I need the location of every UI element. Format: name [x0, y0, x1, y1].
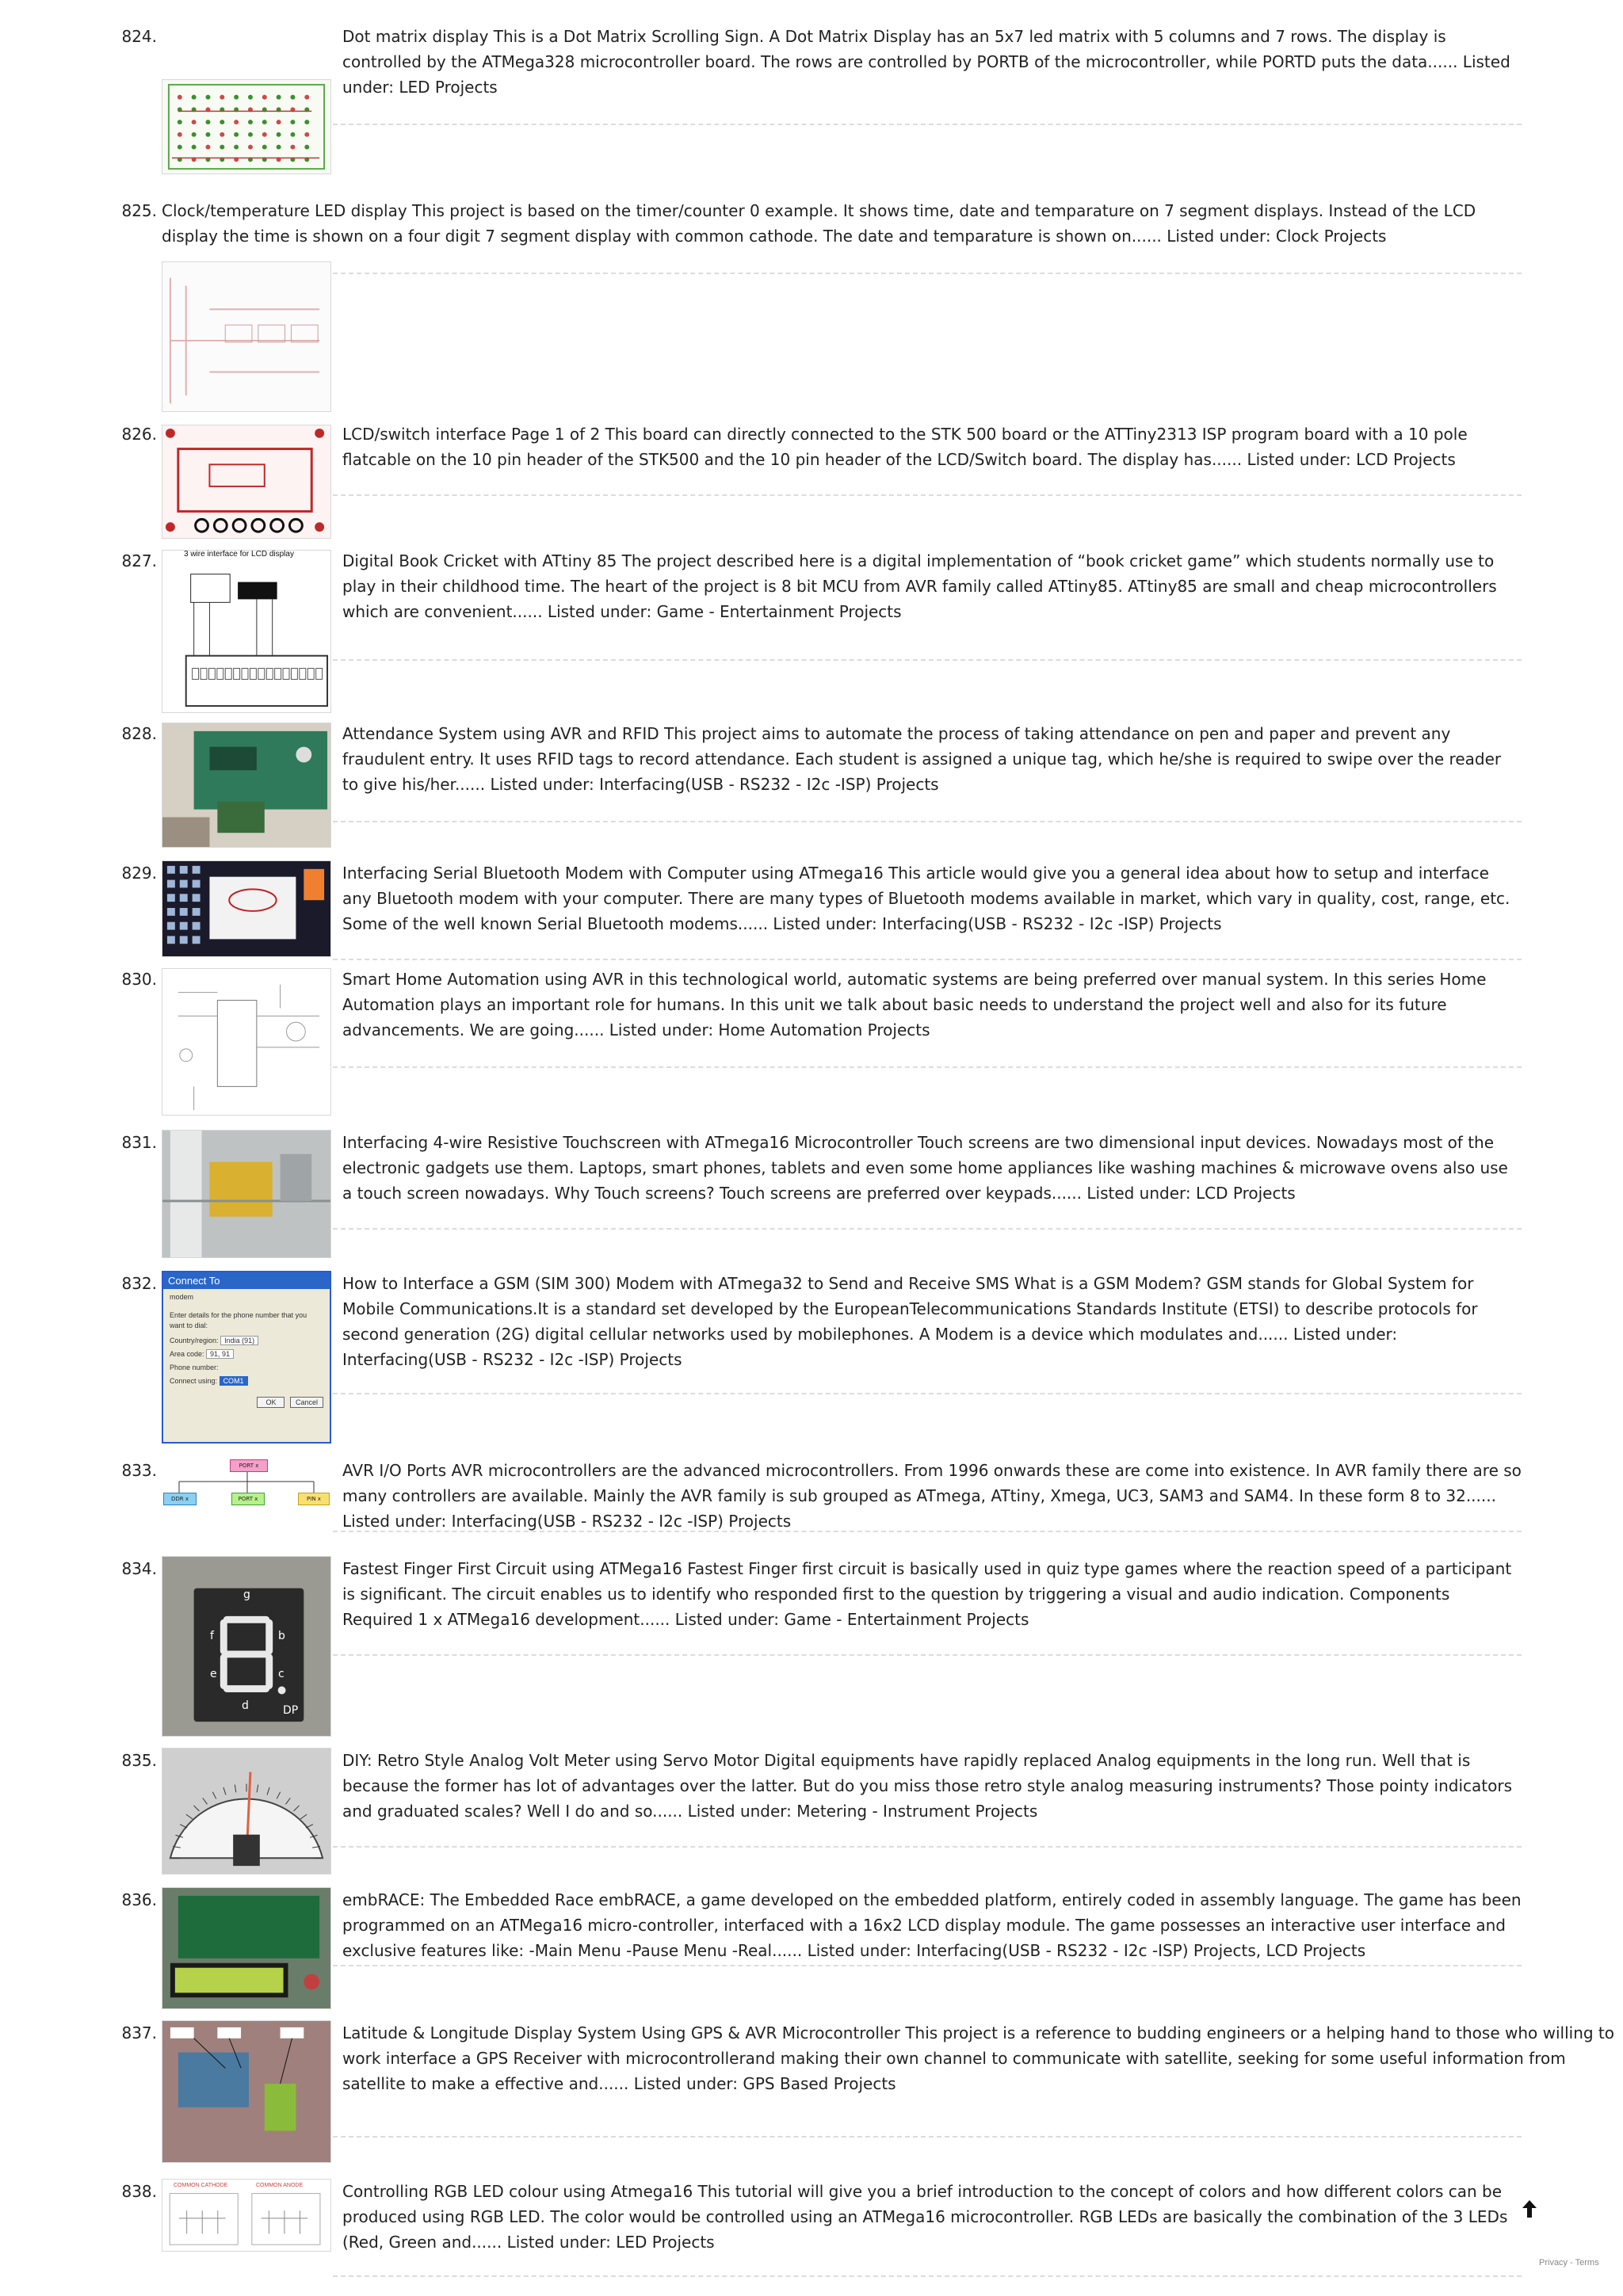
pin-box: PIN x [298, 1493, 330, 1505]
item-thumbnail[interactable] [162, 1271, 331, 1444]
item-number: 832. [121, 1274, 157, 1293]
country-label: Country/region: [170, 1337, 219, 1344]
item-thumbnail[interactable] [162, 1748, 331, 1875]
segment-label-d: d [242, 1699, 249, 1712]
item-separator [333, 1228, 1522, 1230]
item-description-link[interactable]: Latitude & Longitude Display System Using GPS & AVR Microcontroller This project is a reference to budding engineers or a helping hand to those who willing to work interface a GPS Receiver with microcontrollerand making their own channel to communicate with satellite, seeking for some useful information from satellite to make a effective and...... Listed under: GPS Based Projects [342, 2023, 1615, 2093]
connect-select[interactable]: COM1 [220, 1376, 248, 1386]
item-number: 827. [121, 551, 157, 570]
item-description-link[interactable]: Interfacing Serial Bluetooth Modem with Computer using ATmega16 This article would give you a general idea about how to setup and interface any Bluetooth modem with your computer. There are many types of Bluetooth modems available in market, which vary in quality, cost, range, etc. Some of the well known Serial Bluetooth modems...... Listed under: Interfacing(USB - RS232 - I2c -ISP) Projects [342, 864, 1510, 933]
item-description-link[interactable]: LCD/switch interface Page 1 of 2 This board can directly connected to the STK 500 board or the ATTiny2313 ISP program board with a 10 pole flatcable on the 10 pin header of the STK500 and the 10 pin header of the LCD/Switch board. The display has...... Listed under: LCD Projects [342, 425, 1468, 469]
port-box-top: PORT x [230, 1459, 268, 1472]
item-description-link[interactable]: Clock/temperature LED display This project is based on the timer/counter 0 example. It shows time, date and temparature on 7 segment displays. Instead of the LCD display the time is shown on a four digit 7 segment display with common cathode. The date and temparature is shown on...... Listed under: Clock Projects [162, 201, 1476, 246]
item-thumbnail[interactable] [162, 1130, 331, 1258]
item-separator [333, 1654, 1522, 1656]
common-cathode-label: COMMON CATHODE [174, 2183, 228, 2188]
item-description-link[interactable]: DIY: Retro Style Analog Volt Meter using Servo Motor Digital equipments have rapidly replaced Analog equipments in the long run. Well that is because the former has lot of advantages over the latter. But do you miss those retro style analog measuring instruments? Those pointy indicators and graduated scales? Well I do and so...... Listed under: Metering - Instrument Projects [342, 1751, 1512, 1821]
item-separator [333, 124, 1522, 125]
item-separator [333, 273, 1522, 274]
item-thumbnail[interactable] [162, 425, 331, 539]
segment-label-dp: DP [283, 1704, 299, 1717]
item-separator [333, 2275, 1522, 2277]
segment-label-c: c [278, 1668, 285, 1680]
item-number: 829. [121, 864, 157, 883]
item-number: 834. [121, 1559, 157, 1578]
item-separator [333, 659, 1522, 661]
footer-separator: - [1568, 2258, 1575, 2267]
ok-button[interactable]: OK [257, 1397, 285, 1408]
country-field[interactable]: India (91) [220, 1336, 258, 1345]
item-thumbnail[interactable] [162, 2179, 331, 2252]
item-number: 833. [121, 1461, 157, 1480]
phone-label: Phone number: [170, 1363, 219, 1371]
item-number: 830. [121, 970, 157, 989]
footer-links [1539, 2258, 1599, 2267]
item-thumbnail[interactable] [162, 550, 331, 713]
item-number: 835. [121, 1751, 157, 1770]
cancel-button[interactable]: Cancel [290, 1397, 323, 1408]
common-anode-label: COMMON ANODE [256, 2183, 304, 2188]
item-thumbnail[interactable] [162, 1887, 331, 2009]
segment-label-g: g [243, 1589, 250, 1601]
area-label: Area code: [170, 1350, 204, 1358]
connect-label: Connect using: [170, 1377, 218, 1385]
segment-label-e: e [210, 1668, 217, 1680]
item-number: 831. [121, 1133, 157, 1152]
item-separator [333, 959, 1522, 960]
item-number: 825. [121, 201, 157, 220]
dialog-name: modem [170, 1293, 194, 1301]
item-description-link[interactable]: How to Interface a GSM (SIM 300) Modem with ATmega32 to Send and Receive SMS What is a GSM Modem? GSM stands for Global System for Mobile Communications.It is a standard set developed by the EuropeanTelecommunications Standards Institute (ETSI) to describe protocols for second generation (2G) digital cellular networks used by mobilephones. A Modem is a device which modulates and...... Listed under: Interfacing(USB - RS232 - I2c -ISP) Projects [342, 1274, 1478, 1369]
item-thumbnail[interactable] [162, 723, 331, 848]
item-number: 826. [121, 425, 157, 444]
item-thumbnail[interactable] [162, 79, 331, 174]
thumbnail-caption: 3 wire interface for LCD display [184, 550, 294, 559]
item-number: 824. [121, 27, 157, 46]
item-separator [333, 1066, 1522, 1068]
item-separator [333, 1846, 1522, 1848]
item-separator [333, 1393, 1522, 1394]
item-separator [333, 821, 1522, 822]
item-separator [333, 1965, 1522, 1966]
segment-label-b: b [278, 1630, 285, 1642]
terms-link[interactable]: Terms [1575, 2258, 1599, 2267]
item-separator [333, 2136, 1522, 2138]
item-description-link[interactable]: Smart Home Automation using AVR in this technological world, automatic systems are being preferred over manual system. In this series Home Automation plays an important role for humans. In this unit we talk about basic needs to understand the project well and also for its future advancements. We are going...... Listed under: Home Automation Projects [342, 970, 1487, 1039]
port-box-mid: PORT x [231, 1493, 265, 1505]
item-thumbnail[interactable] [162, 2020, 331, 2163]
item-thumbnail[interactable] [162, 1458, 331, 1512]
arrow-up-icon [1521, 2199, 1538, 2219]
area-field[interactable]: 91, 91 [206, 1349, 234, 1359]
item-description-link[interactable]: Fastest Finger First Circuit using ATMega16 Fastest Finger first circuit is basically used in quiz type games where the reaction speed of a participant is significant. The circuit enables us to identify who responded first to the question by triggering a visual and audio indication. Components Required 1 x ATMega16 development...... Listed under: Game - Entertainment Projects [342, 1559, 1512, 1629]
item-thumbnail[interactable] [162, 968, 331, 1116]
scroll-to-top-button[interactable] [1514, 2193, 1545, 2225]
item-description-link[interactable]: Digital Book Cricket with ATtiny 85 The project described here is a digital implementation of “book cricket game” which students normally use to play in their childhood time. The heart of the project is 8 bit MCU from AVR family called ATtiny85. ATtiny85 are small and cheap microcontrollers which are convenient...... Listed under: Game - Entertainment Projects [342, 551, 1497, 621]
item-description-link[interactable]: embRACE: The Embedded Race embRACE, a game developed on the embedded platform, entirely coded in assembly language. The game has been programmed on an ATMega16 micro-controller, interfaced with a 16x2 LCD display module. The game possesses an interactive user interface and exclusive features like: -Main Menu -Pause Menu -Real...... Listed under: Interfacing(USB - RS232 - I2c -ISP) Projects, LCD Projects [342, 1890, 1522, 1960]
item-separator [333, 1531, 1522, 1532]
item-separator [333, 494, 1522, 496]
item-description-link[interactable]: Dot matrix display This is a Dot Matrix Scrolling Sign. A Dot Matrix Display has an 5x7 led matrix with 5 columns and 7 rows. The display is controlled by the ATMega328 microcontroller board. The rows are controlled by PORTB of the microcontroller, while PORTD puts the data...... Listed under: LED Projects [342, 27, 1510, 97]
item-thumbnail[interactable] [162, 1556, 331, 1737]
privacy-link[interactable]: Privacy [1539, 2258, 1568, 2267]
item-thumbnail[interactable] [162, 860, 331, 957]
ddr-box: DDR x [163, 1493, 197, 1505]
item-description-link[interactable]: AVR I/O Ports AVR microcontrollers are the advanced microcontrollers. From 1996 onwards these are come into existence. In AVR family there are so many controllers are available. Mainly the AVR family is sub grouped as ATmega, ATtiny, Xmega, UC3, SAM3 and SAM4. In these form 8 to 32...... Listed under: Interfacing(USB - RS232 - I2c -ISP) Projects [342, 1461, 1522, 1531]
dialog-title: Connect To [163, 1272, 330, 1289]
item-description-link[interactable]: Controlling RGB LED colour using Atmega16 This tutorial will give you a brief introduction to the concept of colors and how different colors can be produced using RGB LED. The color would be controlled using an ATMega16 microcontroller. RGB LEDs are basically the combination of the 3 LEDs (Red, Green and...... Listed under: LED Projects [342, 2182, 1508, 2252]
item-number: 837. [121, 2023, 157, 2042]
item-description-link[interactable]: Attendance System using AVR and RFID This project aims to automate the process of taking attendance on pen and paper and prevent any fraudulent entry. It uses RFID tags to record attendance. Each student is assigned a unique tag, which he/she is required to swipe over the reader to give his/her...... Listed under: Interfacing(USB - RS232 - I2c -ISP) Projects [342, 724, 1502, 794]
item-number: 838. [121, 2182, 157, 2201]
dialog-prompt: Enter details for the phone number that you want to dial: [170, 1311, 307, 1329]
item-number: 836. [121, 1890, 157, 1909]
item-thumbnail[interactable] [162, 261, 331, 412]
item-number: 828. [121, 724, 157, 743]
item-description-link[interactable]: Interfacing 4-wire Resistive Touchscreen with ATmega16 Microcontroller Touch screens are two dimensional input devices. Nowadays most of the electronic gadgets use them. Laptops, smart phones, tablets and even some home appliances like washing machines & microwave ovens also use a touch screen nowadays. Why Touch screens? Touch screens are preferred over keypads...... Listed under: LCD Projects [342, 1133, 1508, 1203]
segment-label-f: f [210, 1630, 214, 1642]
